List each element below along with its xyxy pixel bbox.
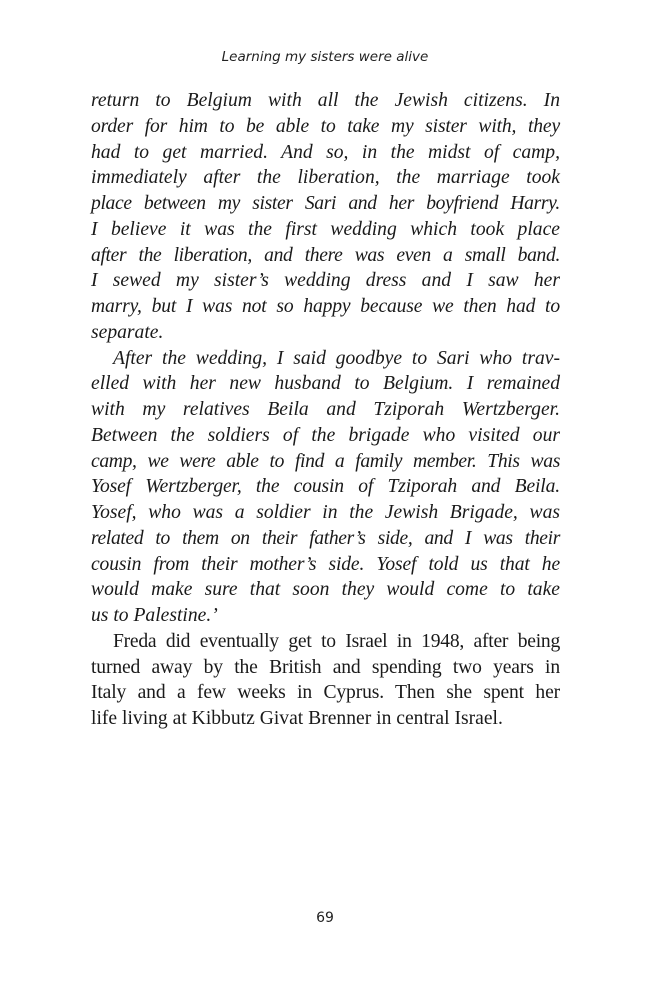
text-line: After the wedding, I said goodbye to Sari who trav- [113, 347, 560, 369]
paragraph-narrative [91, 629, 560, 732]
paragraph-quote-2 [91, 346, 560, 629]
text-line: Between the soldiers of the brigade who visited our [91, 424, 560, 446]
text-line: I believe it was the first wedding which took place [91, 218, 560, 240]
text-line: would make sure that soon they would come to take [91, 579, 560, 601]
text-line: Yosef Wertzberger, the cousin of Tziporah and Beila. [91, 476, 560, 498]
text-line: Italy and a few weeks in Cyprus. Then she spent her [91, 682, 560, 704]
paragraph-quote-1 [91, 88, 560, 346]
text-line: cousin from their mother’s side. Yosef told us that he [91, 553, 560, 575]
text-line: life living at Kibbutz Givat Brenner in central Israel. [91, 708, 503, 729]
text-line: immediately after the liberation, the marriage took [91, 167, 560, 189]
text-line: marry, but I was not so happy because we then had to [91, 296, 560, 317]
running-head: Learning my sisters were alive [221, 49, 429, 65]
text-line: elled with her new husband to Belgium. I remained [91, 373, 560, 395]
text-line: separate. [91, 321, 164, 343]
text-line: had to get married. And so, in the midst of camp, [91, 141, 560, 163]
text-line: related to them on their father’s side, and I was their [91, 527, 560, 549]
text-line: us to Palestine.’ [91, 605, 218, 626]
text-line: after the liberation, and there was even a small band. [91, 244, 560, 266]
text-line: camp, we were able to find a family member. This was [91, 450, 560, 472]
text-line: turned away by the British and spending two years in [91, 656, 560, 678]
text-line: Yosef, who was a soldier in the Jewish Brigade, was [91, 502, 560, 523]
body-text [91, 88, 560, 732]
text-line: I sewed my sister’s wedding dress and I saw her [91, 270, 560, 292]
text-line: Freda did eventually get to Israel in 1948, after being [113, 630, 560, 652]
text-line: with my relatives Beila and Tziporah Wertzberger. [91, 399, 560, 420]
text-line: place between my sister Sari and her boyfriend Harry. [91, 193, 560, 214]
page-number: 69 [316, 910, 334, 926]
text-line: order for him to be able to take my sister with, they [91, 115, 560, 137]
text-line: return to Belgium with all the Jewish citizens. In [91, 90, 560, 111]
